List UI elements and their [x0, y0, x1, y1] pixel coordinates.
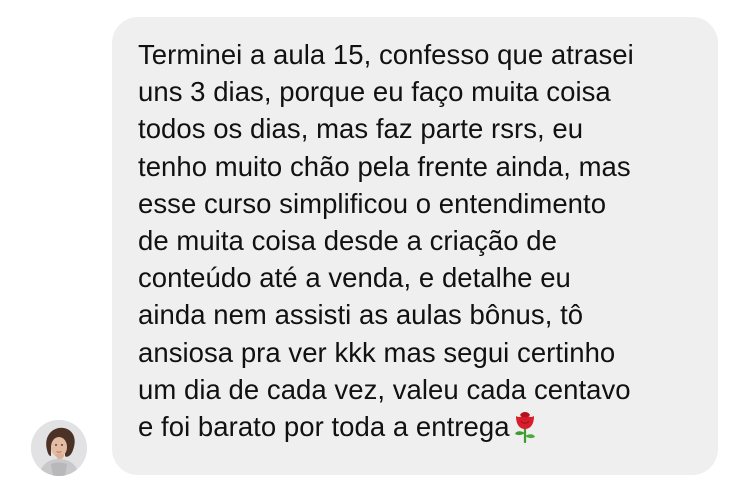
rose-icon	[511, 409, 539, 443]
message-bubble[interactable]	[112, 17, 718, 475]
message-text	[138, 36, 698, 445]
profile-photo	[31, 420, 87, 476]
message-body: Terminei a aula 15, confesso que atrasei uns 3 dias, porque eu faço muita coisa todos os dias, mas faz parte rsrs, eu tenho muito chão pela frente ainda, mas esse curso simplificou o entendimento de muita coisa desde a criação de conteúdo até a venda, e detalhe eu ainda nem assisti as aulas bônus, tô ansiosa pra ver kkk mas segui certinho um dia de cada vez, valeu cada centavo e foi barato por toda a entrega	[138, 39, 634, 443]
sender-avatar[interactable]	[31, 420, 87, 476]
